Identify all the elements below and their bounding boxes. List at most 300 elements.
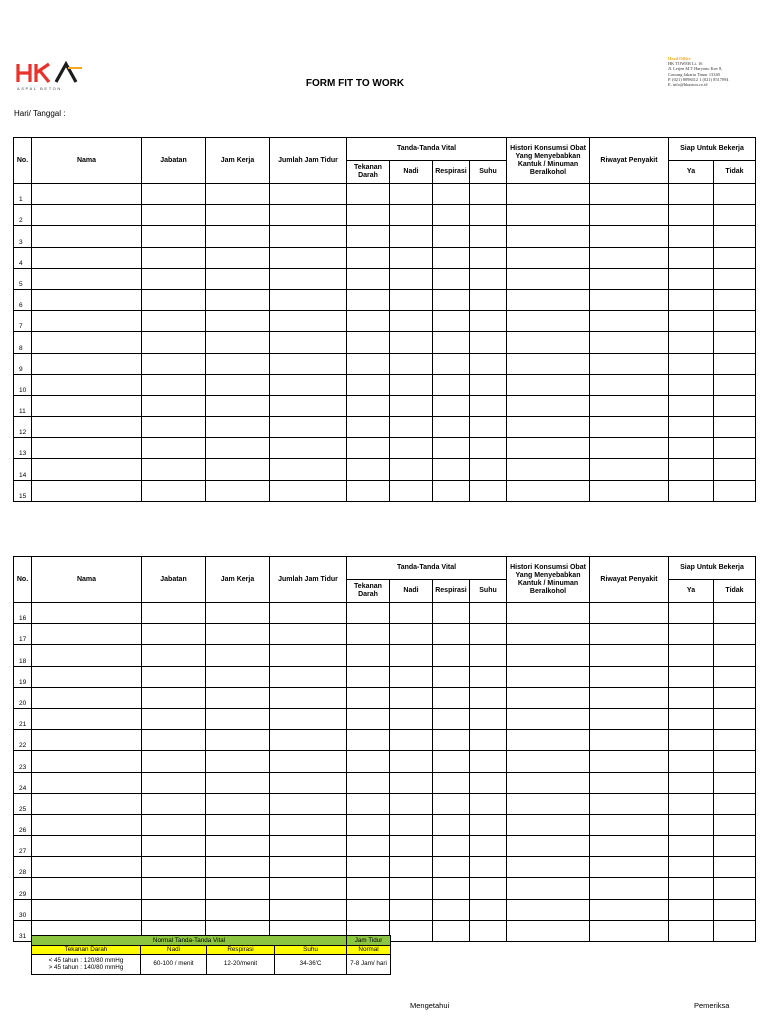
nadi-cell[interactable] <box>390 730 433 751</box>
nama-cell[interactable] <box>32 438 142 459</box>
nadi-cell[interactable] <box>390 772 433 793</box>
riwayat-cell[interactable] <box>590 666 669 687</box>
nama-cell[interactable] <box>32 687 142 708</box>
tekanan-darah-cell[interactable] <box>347 878 390 899</box>
respirasi-cell[interactable] <box>433 226 470 247</box>
tidak-cell[interactable] <box>714 311 756 332</box>
nama-cell[interactable] <box>32 480 142 501</box>
nadi-cell[interactable] <box>390 184 433 205</box>
histori-cell[interactable] <box>507 751 590 772</box>
tidak-cell[interactable] <box>714 624 756 645</box>
nama-cell[interactable] <box>32 205 142 226</box>
tekanan-darah-cell[interactable] <box>347 247 390 268</box>
jabatan-cell[interactable] <box>142 730 206 751</box>
jam-kerja-cell[interactable] <box>206 353 270 374</box>
tidak-cell[interactable] <box>714 878 756 899</box>
jam-tidur-cell[interactable] <box>270 730 347 751</box>
jam-tidur-cell[interactable] <box>270 836 347 857</box>
jam-kerja-cell[interactable] <box>206 268 270 289</box>
suhu-cell[interactable] <box>470 751 507 772</box>
tekanan-darah-cell[interactable] <box>347 438 390 459</box>
tidak-cell[interactable] <box>714 857 756 878</box>
tekanan-darah-cell[interactable] <box>347 205 390 226</box>
jam-kerja-cell[interactable] <box>206 836 270 857</box>
suhu-cell[interactable] <box>470 289 507 310</box>
jam-tidur-cell[interactable] <box>270 374 347 395</box>
nama-cell[interactable] <box>32 289 142 310</box>
ya-cell[interactable] <box>669 687 714 708</box>
jam-kerja-cell[interactable] <box>206 438 270 459</box>
tidak-cell[interactable] <box>714 268 756 289</box>
ya-cell[interactable] <box>669 772 714 793</box>
jam-kerja-cell[interactable] <box>206 374 270 395</box>
suhu-cell[interactable] <box>470 793 507 814</box>
riwayat-cell[interactable] <box>590 226 669 247</box>
riwayat-cell[interactable] <box>590 374 669 395</box>
tidak-cell[interactable] <box>714 751 756 772</box>
tidak-cell[interactable] <box>714 417 756 438</box>
histori-cell[interactable] <box>507 353 590 374</box>
histori-cell[interactable] <box>507 438 590 459</box>
jam-tidur-cell[interactable] <box>270 708 347 729</box>
jabatan-cell[interactable] <box>142 666 206 687</box>
tekanan-darah-cell[interactable] <box>347 836 390 857</box>
jabatan-cell[interactable] <box>142 708 206 729</box>
histori-cell[interactable] <box>507 666 590 687</box>
riwayat-cell[interactable] <box>590 268 669 289</box>
tidak-cell[interactable] <box>714 603 756 624</box>
riwayat-cell[interactable] <box>590 438 669 459</box>
tidak-cell[interactable] <box>714 814 756 835</box>
riwayat-cell[interactable] <box>590 459 669 480</box>
tekanan-darah-cell[interactable] <box>347 459 390 480</box>
tidak-cell[interactable] <box>714 438 756 459</box>
respirasi-cell[interactable] <box>433 857 470 878</box>
respirasi-cell[interactable] <box>433 666 470 687</box>
jam-kerja-cell[interactable] <box>206 772 270 793</box>
tekanan-darah-cell[interactable] <box>347 480 390 501</box>
jabatan-cell[interactable] <box>142 899 206 920</box>
respirasi-cell[interactable] <box>433 751 470 772</box>
respirasi-cell[interactable] <box>433 332 470 353</box>
tidak-cell[interactable] <box>714 645 756 666</box>
ya-cell[interactable] <box>669 289 714 310</box>
suhu-cell[interactable] <box>470 184 507 205</box>
jabatan-cell[interactable] <box>142 772 206 793</box>
jam-kerja-cell[interactable] <box>206 459 270 480</box>
nadi-cell[interactable] <box>390 603 433 624</box>
suhu-cell[interactable] <box>470 459 507 480</box>
nama-cell[interactable] <box>32 459 142 480</box>
ya-cell[interactable] <box>669 836 714 857</box>
suhu-cell[interactable] <box>470 205 507 226</box>
jabatan-cell[interactable] <box>142 836 206 857</box>
nadi-cell[interactable] <box>390 332 433 353</box>
jam-kerja-cell[interactable] <box>206 814 270 835</box>
histori-cell[interactable] <box>507 184 590 205</box>
suhu-cell[interactable] <box>470 268 507 289</box>
jam-tidur-cell[interactable] <box>270 205 347 226</box>
jabatan-cell[interactable] <box>142 353 206 374</box>
nama-cell[interactable] <box>32 814 142 835</box>
histori-cell[interactable] <box>507 205 590 226</box>
tekanan-darah-cell[interactable] <box>347 332 390 353</box>
jam-tidur-cell[interactable] <box>270 751 347 772</box>
tekanan-darah-cell[interactable] <box>347 730 390 751</box>
tidak-cell[interactable] <box>714 836 756 857</box>
suhu-cell[interactable] <box>470 311 507 332</box>
tidak-cell[interactable] <box>714 459 756 480</box>
tekanan-darah-cell[interactable] <box>347 184 390 205</box>
jam-tidur-cell[interactable] <box>270 624 347 645</box>
riwayat-cell[interactable] <box>590 645 669 666</box>
nama-cell[interactable] <box>32 772 142 793</box>
tidak-cell[interactable] <box>714 332 756 353</box>
histori-cell[interactable] <box>507 793 590 814</box>
tekanan-darah-cell[interactable] <box>347 751 390 772</box>
riwayat-cell[interactable] <box>590 772 669 793</box>
riwayat-cell[interactable] <box>590 836 669 857</box>
jabatan-cell[interactable] <box>142 247 206 268</box>
tekanan-darah-cell[interactable] <box>347 666 390 687</box>
respirasi-cell[interactable] <box>433 814 470 835</box>
respirasi-cell[interactable] <box>433 730 470 751</box>
nadi-cell[interactable] <box>390 205 433 226</box>
riwayat-cell[interactable] <box>590 730 669 751</box>
nama-cell[interactable] <box>32 417 142 438</box>
jam-tidur-cell[interactable] <box>270 417 347 438</box>
nama-cell[interactable] <box>32 708 142 729</box>
jam-kerja-cell[interactable] <box>206 645 270 666</box>
riwayat-cell[interactable] <box>590 205 669 226</box>
respirasi-cell[interactable] <box>433 480 470 501</box>
nadi-cell[interactable] <box>390 666 433 687</box>
respirasi-cell[interactable] <box>433 205 470 226</box>
histori-cell[interactable] <box>507 624 590 645</box>
suhu-cell[interactable] <box>470 395 507 416</box>
nama-cell[interactable] <box>32 645 142 666</box>
jam-tidur-cell[interactable] <box>270 687 347 708</box>
histori-cell[interactable] <box>507 311 590 332</box>
suhu-cell[interactable] <box>470 857 507 878</box>
nama-cell[interactable] <box>32 603 142 624</box>
tidak-cell[interactable] <box>714 666 756 687</box>
suhu-cell[interactable] <box>470 772 507 793</box>
jam-tidur-cell[interactable] <box>270 857 347 878</box>
jam-tidur-cell[interactable] <box>270 247 347 268</box>
respirasi-cell[interactable] <box>433 624 470 645</box>
suhu-cell[interactable] <box>470 332 507 353</box>
jabatan-cell[interactable] <box>142 459 206 480</box>
nadi-cell[interactable] <box>390 459 433 480</box>
jam-kerja-cell[interactable] <box>206 417 270 438</box>
riwayat-cell[interactable] <box>590 289 669 310</box>
nadi-cell[interactable] <box>390 247 433 268</box>
ya-cell[interactable] <box>669 268 714 289</box>
nadi-cell[interactable] <box>390 311 433 332</box>
histori-cell[interactable] <box>507 920 590 941</box>
jabatan-cell[interactable] <box>142 603 206 624</box>
nama-cell[interactable] <box>32 353 142 374</box>
nadi-cell[interactable] <box>390 814 433 835</box>
jam-tidur-cell[interactable] <box>270 226 347 247</box>
jam-tidur-cell[interactable] <box>270 645 347 666</box>
jam-tidur-cell[interactable] <box>270 480 347 501</box>
riwayat-cell[interactable] <box>590 184 669 205</box>
respirasi-cell[interactable] <box>433 603 470 624</box>
jam-kerja-cell[interactable] <box>206 793 270 814</box>
nama-cell[interactable] <box>32 793 142 814</box>
nama-cell[interactable] <box>32 751 142 772</box>
ya-cell[interactable] <box>669 666 714 687</box>
jam-kerja-cell[interactable] <box>206 603 270 624</box>
tidak-cell[interactable] <box>714 480 756 501</box>
nadi-cell[interactable] <box>390 793 433 814</box>
suhu-cell[interactable] <box>470 603 507 624</box>
nadi-cell[interactable] <box>390 480 433 501</box>
respirasi-cell[interactable] <box>433 899 470 920</box>
suhu-cell[interactable] <box>470 899 507 920</box>
jabatan-cell[interactable] <box>142 687 206 708</box>
nama-cell[interactable] <box>32 878 142 899</box>
jam-kerja-cell[interactable] <box>206 226 270 247</box>
histori-cell[interactable] <box>507 878 590 899</box>
respirasi-cell[interactable] <box>433 645 470 666</box>
tekanan-darah-cell[interactable] <box>347 624 390 645</box>
tidak-cell[interactable] <box>714 708 756 729</box>
nadi-cell[interactable] <box>390 836 433 857</box>
nadi-cell[interactable] <box>390 878 433 899</box>
jam-tidur-cell[interactable] <box>270 395 347 416</box>
jam-tidur-cell[interactable] <box>270 878 347 899</box>
riwayat-cell[interactable] <box>590 311 669 332</box>
suhu-cell[interactable] <box>470 374 507 395</box>
riwayat-cell[interactable] <box>590 247 669 268</box>
jam-tidur-cell[interactable] <box>270 899 347 920</box>
suhu-cell[interactable] <box>470 624 507 645</box>
histori-cell[interactable] <box>507 332 590 353</box>
nadi-cell[interactable] <box>390 645 433 666</box>
nadi-cell[interactable] <box>390 289 433 310</box>
jabatan-cell[interactable] <box>142 311 206 332</box>
respirasi-cell[interactable] <box>433 311 470 332</box>
jabatan-cell[interactable] <box>142 268 206 289</box>
jabatan-cell[interactable] <box>142 480 206 501</box>
jabatan-cell[interactable] <box>142 205 206 226</box>
jam-kerja-cell[interactable] <box>206 184 270 205</box>
jabatan-cell[interactable] <box>142 624 206 645</box>
ya-cell[interactable] <box>669 205 714 226</box>
riwayat-cell[interactable] <box>590 899 669 920</box>
riwayat-cell[interactable] <box>590 332 669 353</box>
ya-cell[interactable] <box>669 311 714 332</box>
tekanan-darah-cell[interactable] <box>347 603 390 624</box>
ya-cell[interactable] <box>669 645 714 666</box>
jam-kerja-cell[interactable] <box>206 205 270 226</box>
tidak-cell[interactable] <box>714 772 756 793</box>
tekanan-darah-cell[interactable] <box>347 226 390 247</box>
histori-cell[interactable] <box>507 268 590 289</box>
suhu-cell[interactable] <box>470 708 507 729</box>
suhu-cell[interactable] <box>470 417 507 438</box>
suhu-cell[interactable] <box>470 353 507 374</box>
suhu-cell[interactable] <box>470 438 507 459</box>
jabatan-cell[interactable] <box>142 226 206 247</box>
histori-cell[interactable] <box>507 687 590 708</box>
tekanan-darah-cell[interactable] <box>347 353 390 374</box>
nadi-cell[interactable] <box>390 624 433 645</box>
nama-cell[interactable] <box>32 857 142 878</box>
nadi-cell[interactable] <box>390 687 433 708</box>
jam-kerja-cell[interactable] <box>206 666 270 687</box>
jabatan-cell[interactable] <box>142 438 206 459</box>
tidak-cell[interactable] <box>714 226 756 247</box>
jabatan-cell[interactable] <box>142 793 206 814</box>
ya-cell[interactable] <box>669 438 714 459</box>
ya-cell[interactable] <box>669 480 714 501</box>
jabatan-cell[interactable] <box>142 751 206 772</box>
ya-cell[interactable] <box>669 395 714 416</box>
ya-cell[interactable] <box>669 708 714 729</box>
jam-tidur-cell[interactable] <box>270 332 347 353</box>
jam-tidur-cell[interactable] <box>270 184 347 205</box>
histori-cell[interactable] <box>507 395 590 416</box>
jam-kerja-cell[interactable] <box>206 899 270 920</box>
nama-cell[interactable] <box>32 332 142 353</box>
jam-tidur-cell[interactable] <box>270 353 347 374</box>
nama-cell[interactable] <box>32 666 142 687</box>
nama-cell[interactable] <box>32 311 142 332</box>
tekanan-darah-cell[interactable] <box>347 687 390 708</box>
suhu-cell[interactable] <box>470 687 507 708</box>
histori-cell[interactable] <box>507 645 590 666</box>
jabatan-cell[interactable] <box>142 332 206 353</box>
jam-tidur-cell[interactable] <box>270 438 347 459</box>
jam-tidur-cell[interactable] <box>270 814 347 835</box>
histori-cell[interactable] <box>507 730 590 751</box>
tekanan-darah-cell[interactable] <box>347 417 390 438</box>
ya-cell[interactable] <box>669 920 714 941</box>
riwayat-cell[interactable] <box>590 417 669 438</box>
respirasi-cell[interactable] <box>433 184 470 205</box>
jam-kerja-cell[interactable] <box>206 878 270 899</box>
respirasi-cell[interactable] <box>433 459 470 480</box>
jam-tidur-cell[interactable] <box>270 793 347 814</box>
tidak-cell[interactable] <box>714 687 756 708</box>
tidak-cell[interactable] <box>714 395 756 416</box>
nadi-cell[interactable] <box>390 899 433 920</box>
tidak-cell[interactable] <box>714 920 756 941</box>
jam-kerja-cell[interactable] <box>206 247 270 268</box>
jabatan-cell[interactable] <box>142 289 206 310</box>
nama-cell[interactable] <box>32 268 142 289</box>
nama-cell[interactable] <box>32 730 142 751</box>
tekanan-darah-cell[interactable] <box>347 899 390 920</box>
jam-tidur-cell[interactable] <box>270 603 347 624</box>
respirasi-cell[interactable] <box>433 708 470 729</box>
jam-tidur-cell[interactable] <box>270 459 347 480</box>
nama-cell[interactable] <box>32 184 142 205</box>
jam-kerja-cell[interactable] <box>206 289 270 310</box>
histori-cell[interactable] <box>507 708 590 729</box>
riwayat-cell[interactable] <box>590 603 669 624</box>
tekanan-darah-cell[interactable] <box>347 289 390 310</box>
nadi-cell[interactable] <box>390 268 433 289</box>
tekanan-darah-cell[interactable] <box>347 708 390 729</box>
suhu-cell[interactable] <box>470 814 507 835</box>
histori-cell[interactable] <box>507 417 590 438</box>
nadi-cell[interactable] <box>390 353 433 374</box>
ya-cell[interactable] <box>669 730 714 751</box>
jabatan-cell[interactable] <box>142 184 206 205</box>
suhu-cell[interactable] <box>470 920 507 941</box>
tidak-cell[interactable] <box>714 353 756 374</box>
histori-cell[interactable] <box>507 226 590 247</box>
nama-cell[interactable] <box>32 374 142 395</box>
tidak-cell[interactable] <box>714 793 756 814</box>
respirasi-cell[interactable] <box>433 247 470 268</box>
histori-cell[interactable] <box>507 603 590 624</box>
tidak-cell[interactable] <box>714 899 756 920</box>
respirasi-cell[interactable] <box>433 289 470 310</box>
nadi-cell[interactable] <box>390 438 433 459</box>
ya-cell[interactable] <box>669 353 714 374</box>
riwayat-cell[interactable] <box>590 395 669 416</box>
histori-cell[interactable] <box>507 899 590 920</box>
nadi-cell[interactable] <box>390 374 433 395</box>
ya-cell[interactable] <box>669 793 714 814</box>
jam-kerja-cell[interactable] <box>206 480 270 501</box>
histori-cell[interactable] <box>507 480 590 501</box>
ya-cell[interactable] <box>669 226 714 247</box>
tekanan-darah-cell[interactable] <box>347 395 390 416</box>
histori-cell[interactable] <box>507 836 590 857</box>
tidak-cell[interactable] <box>714 205 756 226</box>
ya-cell[interactable] <box>669 857 714 878</box>
respirasi-cell[interactable] <box>433 374 470 395</box>
jam-tidur-cell[interactable] <box>270 268 347 289</box>
histori-cell[interactable] <box>507 459 590 480</box>
jabatan-cell[interactable] <box>142 814 206 835</box>
riwayat-cell[interactable] <box>590 353 669 374</box>
nadi-cell[interactable] <box>390 751 433 772</box>
riwayat-cell[interactable] <box>590 708 669 729</box>
jam-kerja-cell[interactable] <box>206 751 270 772</box>
nama-cell[interactable] <box>32 836 142 857</box>
tekanan-darah-cell[interactable] <box>347 311 390 332</box>
nama-cell[interactable] <box>32 624 142 645</box>
histori-cell[interactable] <box>507 247 590 268</box>
jam-kerja-cell[interactable] <box>206 624 270 645</box>
histori-cell[interactable] <box>507 857 590 878</box>
ya-cell[interactable] <box>669 878 714 899</box>
jam-tidur-cell[interactable] <box>270 666 347 687</box>
suhu-cell[interactable] <box>470 645 507 666</box>
respirasi-cell[interactable] <box>433 438 470 459</box>
respirasi-cell[interactable] <box>433 395 470 416</box>
jabatan-cell[interactable] <box>142 857 206 878</box>
nama-cell[interactable] <box>32 247 142 268</box>
jam-kerja-cell[interactable] <box>206 708 270 729</box>
histori-cell[interactable] <box>507 772 590 793</box>
respirasi-cell[interactable] <box>433 836 470 857</box>
nadi-cell[interactable] <box>390 920 433 941</box>
respirasi-cell[interactable] <box>433 920 470 941</box>
histori-cell[interactable] <box>507 374 590 395</box>
suhu-cell[interactable] <box>470 666 507 687</box>
ya-cell[interactable] <box>669 814 714 835</box>
suhu-cell[interactable] <box>470 247 507 268</box>
